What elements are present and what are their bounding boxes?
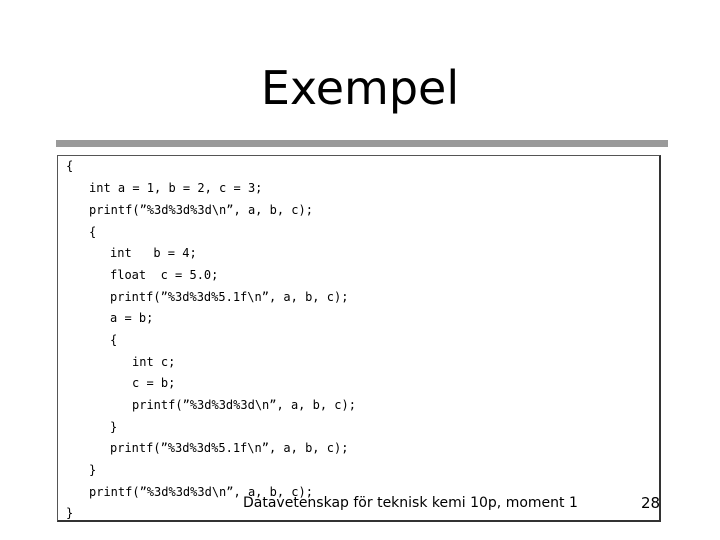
slide-footer: Datavetenskap för teknisk kemi 10p, moment 1 [243, 495, 578, 511]
code-line: { [89, 225, 97, 239]
code-line: a = b; [110, 311, 154, 325]
code-line: int c; [132, 355, 176, 369]
code-block [57, 155, 661, 522]
code-line: } [66, 506, 74, 520]
code-line: { [66, 159, 74, 173]
code-line: { [110, 333, 118, 347]
code-line: printf(”%3d%3d%3d\n”, a, b, c); [89, 485, 313, 499]
slide-title: Exempel [260, 61, 460, 115]
code-line: } [89, 463, 97, 477]
code-line: printf(”%3d%3d%5.1f\n”, a, b, c); [110, 290, 349, 304]
code-line: printf(”%3d%3d%3d\n”, a, b, c); [89, 203, 313, 217]
code-line: float c = 5.0; [110, 268, 219, 282]
code-line: int a = 1, b = 2, c = 3; [89, 181, 263, 195]
code-line: } [110, 420, 118, 434]
page-number: 28 [641, 494, 661, 512]
code-line: int b = 4; [110, 246, 197, 260]
code-line: c = b; [132, 376, 176, 390]
title-divider [56, 140, 668, 147]
code-line: printf(”%3d%3d%3d\n”, a, b, c); [132, 398, 356, 412]
code-line: printf(”%3d%3d%5.1f\n”, a, b, c); [110, 441, 349, 455]
